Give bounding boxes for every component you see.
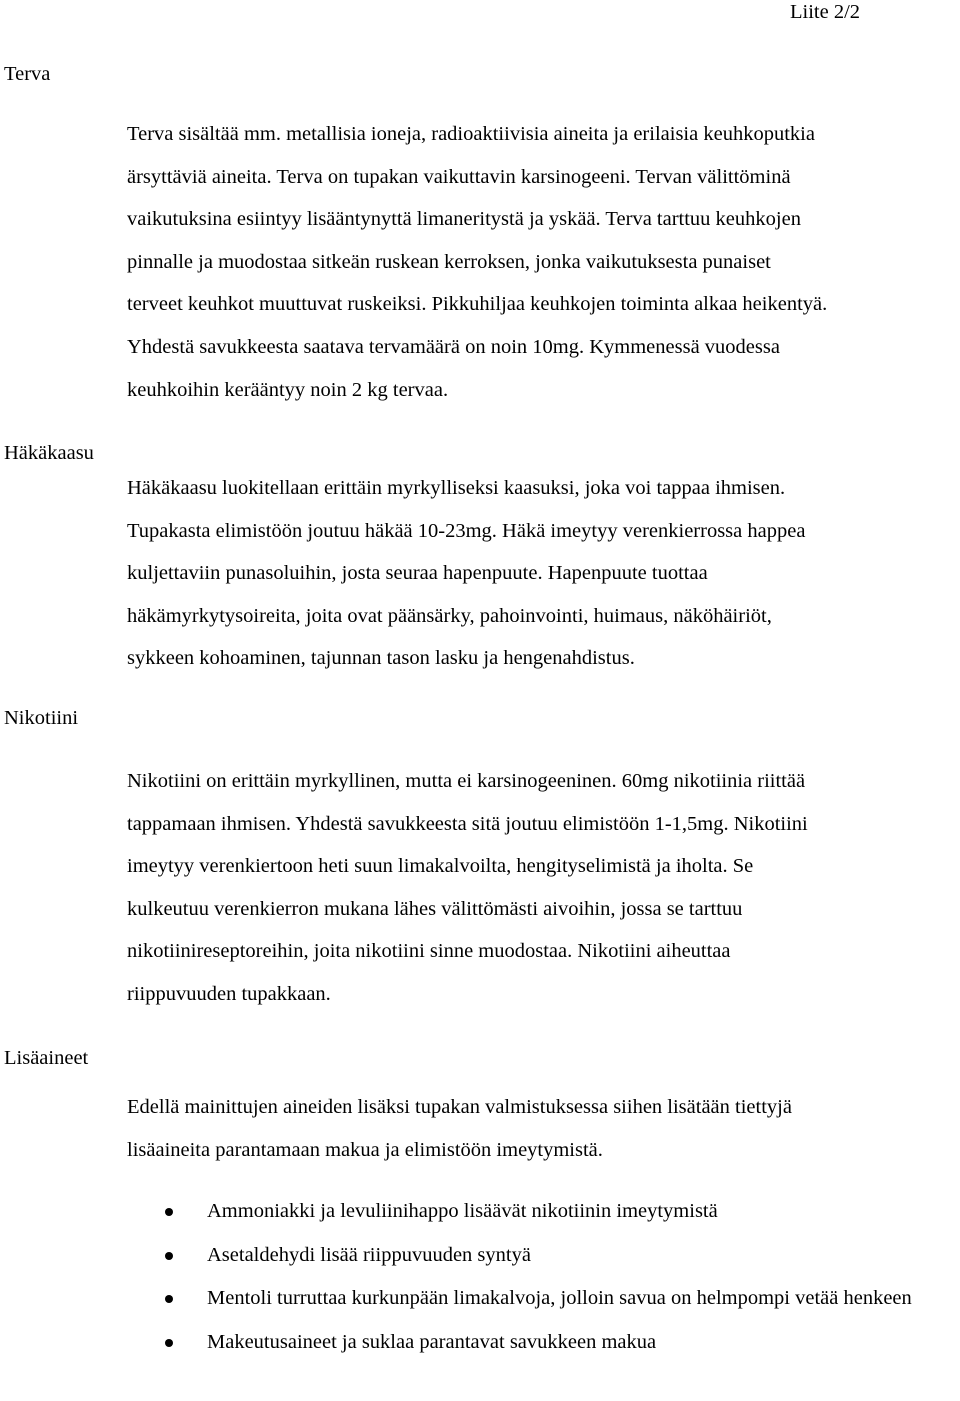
text-line: Terva sisältää mm. metallisia ioneja, radioaktiivisia aineita ja erilaisia keuhkoputkia	[127, 123, 815, 145]
paragraph-nikotiini	[127, 760, 957, 1016]
bullet-icon	[165, 1339, 173, 1347]
text-line: tappamaan ihmisen. Yhdestä savukkeesta sitä joutuu elimistöön 1-1,5mg. Nikotiini	[127, 812, 808, 835]
bullet-icon	[165, 1208, 173, 1216]
list-item	[0, 1321, 960, 1365]
text-line: nikotiinireseptoreihin, joita nikotiini sinne muodostaa. Nikotiini aiheuttaa	[127, 940, 731, 963]
text-line: keuhkoihin kerääntyy noin 2 kg tervaa.	[127, 378, 449, 401]
text-line: sykkeen kohoaminen, tajunnan tason lasku ja hengenahdistus.	[127, 647, 635, 670]
text-line: Nikotiini on erittäin myrkyllinen, mutta ei karsinogeeninen. 60mg nikotiinia riittää	[127, 770, 806, 792]
list-item	[0, 1277, 960, 1321]
list-item	[0, 1190, 960, 1234]
text-line: imeytyy verenkiertoon heti suun limakalvoilta, hengityselimistä ja iholta. Se	[127, 855, 754, 878]
text-line: kuljettaviin punasoluihin, josta seuraa hapenpuute. Hapenpuute tuottaa	[127, 562, 708, 585]
text-line: Yhdestä savukkeesta saatava tervamäärä on noin 10mg. Kymmenessä vuodessa	[127, 335, 780, 358]
list-item-text: Makeutusaineet ja suklaa parantavat savukkeen makua	[207, 1330, 657, 1353]
list-item	[0, 1234, 960, 1278]
page-number: Liite 2/2	[790, 1, 861, 23]
text-line: häkämyrkytysoireita, joita ovat päänsärky, pahoinvointi, huimaus, näköhäiriöt,	[127, 604, 772, 627]
heading-lisaaineet: Lisäaineet	[4, 1047, 89, 1069]
text-line: kulkeutuu verenkierron mukana lähes välittömästi aivoihin, jossa se tarttuu	[127, 897, 743, 920]
list-item-text: Ammoniakki ja levuliinihappo lisäävät nikotiinin imeytymistä	[207, 1200, 718, 1222]
text-line: pinnalle ja muodostaa sitkeän ruskean kerroksen, jonka vaikutuksesta punaiset	[127, 250, 771, 273]
list-item-text: Asetaldehydi lisää riippuvuuden syntyä	[207, 1243, 531, 1266]
heading-terva: Terva	[4, 63, 51, 85]
text-line: terveet keuhkot muuttuvat ruskeiksi. Pikkuhiljaa keuhkojen toiminta alkaa heikentyä.	[127, 293, 828, 316]
paragraph-hakakaasu	[127, 467, 957, 680]
text-line: Edellä mainittujen aineiden lisäksi tupakan valmistuksessa siihen lisätään tiettyjä	[127, 1096, 792, 1118]
bullet-icon	[165, 1252, 173, 1260]
bullet-icon	[165, 1295, 173, 1303]
text-line: riippuvuuden tupakkaan.	[127, 982, 331, 1005]
text-line: vaikutuksina esiintyy lisääntynyttä limaneritystä ja yskää. Terva tarttuu keuhkojen	[127, 208, 801, 231]
heading-hakakaasu: Häkäkaasu	[4, 442, 94, 464]
additives-list	[0, 1190, 960, 1364]
heading-nikotiini: Nikotiini	[4, 707, 79, 729]
text-line: lisäaineita parantamaan makua ja elimistöön imeytymistä.	[127, 1138, 603, 1161]
paragraph-lisaaineet	[127, 1086, 957, 1171]
text-line: Häkäkaasu luokitellaan erittäin myrkylliseksi kaasuksi, joka voi tappaa ihmisen.	[127, 477, 786, 499]
list-item-text: Mentoli turruttaa kurkunpään limakalvoja, jolloin savua on helmpompi vetää henkeen	[207, 1287, 912, 1309]
text-line: ärsyttäviä aineita. Terva on tupakan vaikuttavin karsinogeeni. Tervan välittöminä	[127, 165, 791, 188]
paragraph-terva	[127, 113, 957, 411]
text-line: Tupakasta elimistöön joutuu häkää 10-23mg. Häkä imeytyy verenkierrossa happea	[127, 519, 806, 542]
